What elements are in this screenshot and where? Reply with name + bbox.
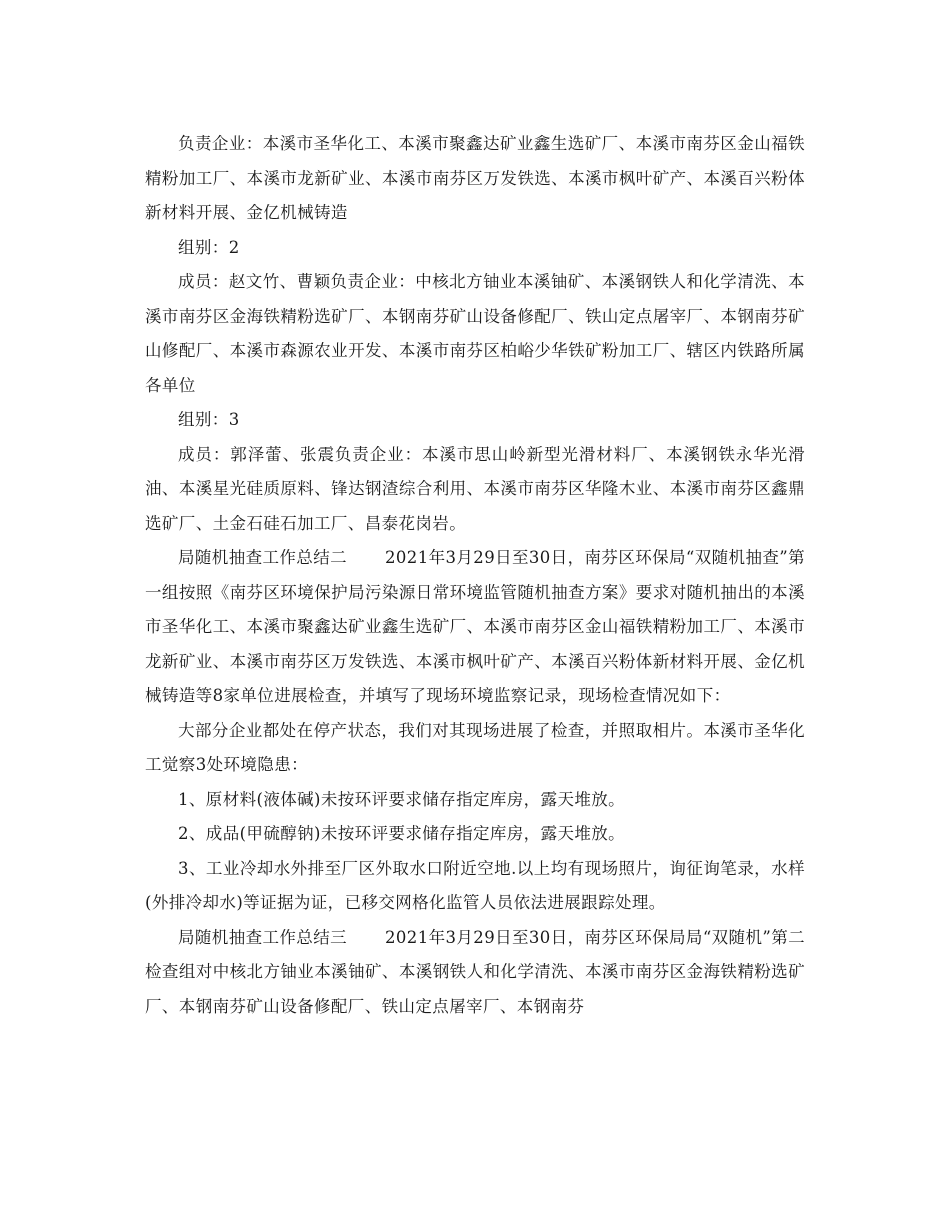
paragraph-inspection-findings: 大部分企业都处在停产状态，我们对其现场进展了检查，并照取相片。本溪市圣华化工觉察3处环境隐患： xyxy=(145,720,805,774)
paragraph-group-3: 组别：3 xyxy=(178,410,240,429)
paragraph-issue-2: 2、成品(甲硫醇钠)未按环评要求储存指定库房，露天堆放。 xyxy=(178,824,626,843)
paragraph-summary-2 xyxy=(145,541,805,714)
summary-3-body: 2021年3月29日至30日，南芬区环保局局“双随机”第二检查组对中核北方铀业本溪铀矿、本溪钢铁人和化学清洗、本溪市南芬区金海铁精粉选矿厂、本钢南芬矿山设备修配厂、铁山定点屠宰厂、本钢南芬 xyxy=(145,927,805,1016)
summary-3-heading: 局随机抽查工作总结三 xyxy=(178,927,348,947)
document-body xyxy=(145,127,805,1024)
paragraph-group-2: 组别：2 xyxy=(178,237,240,257)
paragraph-issue-1: 1、原材料(液体碱)未按环评要求储存指定库房，露天堆放。 xyxy=(178,789,626,809)
paragraph-issue-3: 3、工业冷却水外排至厂区外取水口附近空地.以上均有现场照片，询征询笔录，水样(外排冷却水)等证据为证，已移交网格化监管人员依法进展跟踪处理。 xyxy=(145,858,805,912)
paragraph-companies-group1: 负责企业：本溪市圣华化工、本溪市聚鑫达矿业鑫生选矿厂、本溪市南芬区金山福铁精粉加工厂、本溪市龙新矿业、本溪市南芬区万发铁选、本溪市枫叶矿产、本溪百兴粉体新材料开展、金亿机械铸造 xyxy=(145,134,805,222)
summary-2-body: 2021年3月29日至30日，南芬区环保局“双随机抽查”第一组按照《南芬区环境保护局污染源日常环境监管随机抽查方案》要求对随机抽出的本溪市圣华化工、本溪市聚鑫达矿业鑫生选矿厂、本溪市南芬区金山福铁精粉加工厂、本溪市龙新矿业、本溪市南芬区万发铁选、本溪市枫叶矿产、本溪百兴粉体新材料开展、金亿机械铸造等8家单位进展检查，并填写了现场环境监察记录，现场检查情况如下： xyxy=(145,548,805,705)
paragraph-members-group2: 成员：赵文竹、曹颖负责企业：中核北方铀业本溪铀矿、本溪钢铁人和化学清洗、本溪市南芬区金海铁精粉选矿厂、本钢南芬矿山设备修配厂、铁山定点屠宰厂、本钢南芬矿山修配厂、本溪市森源农业开发、本溪市南芬区柏峪少华铁矿粉加工厂、辖区内铁路所属各单位 xyxy=(145,272,805,395)
paragraph-members-group3: 成员：郭泽蕾、张震负责企业：本溪市思山岭新型光滑材料厂、本溪钢铁永华光滑油、本溪星光硅质原料、锋达钢渣综合利用、本溪市南芬区华隆木业、本溪市南芬区鑫鼎选矿厂、土金石硅石加工厂、昌泰花岗岩。 xyxy=(145,444,805,533)
paragraph-summary-3 xyxy=(145,921,805,1025)
summary-2-heading: 局随机抽查工作总结二 xyxy=(178,548,348,567)
